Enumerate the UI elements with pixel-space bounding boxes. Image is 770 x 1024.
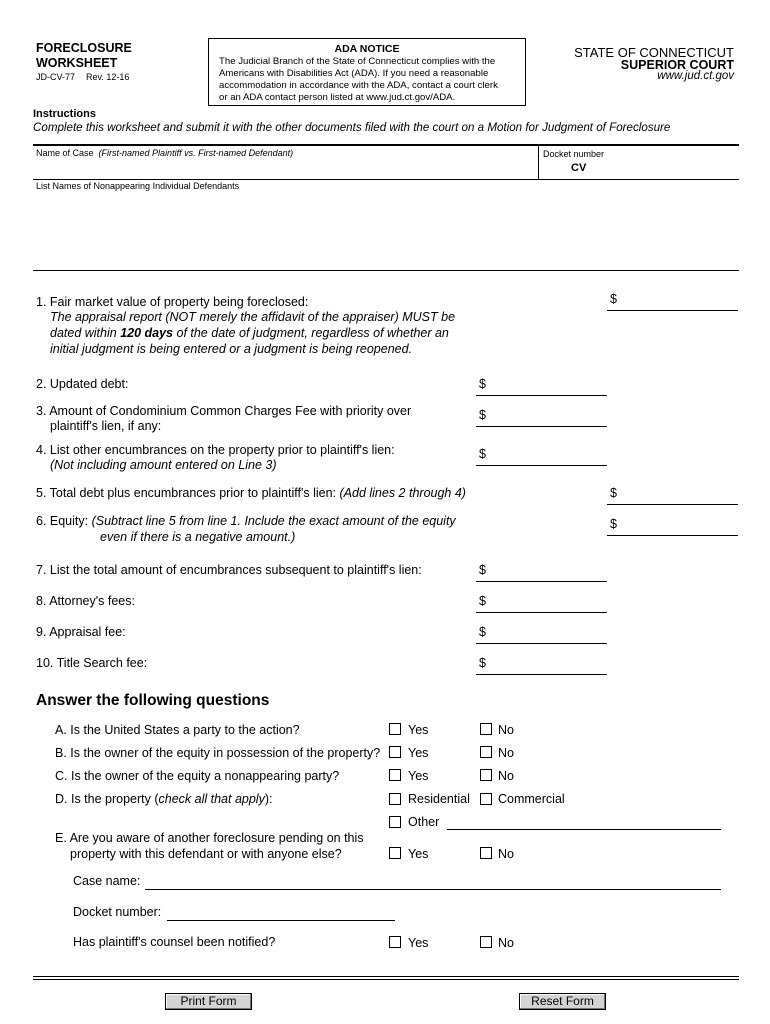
line6-label: 6. Equity: (Subtract line 5 from line 1. Include the exact amount of the equity (36, 514, 456, 528)
question-d-residential-label: Residential (408, 792, 470, 806)
docket-number-q-field[interactable] (170, 904, 394, 919)
line8-label: 8. Attorney's fees: (36, 594, 135, 608)
line4-amount-field[interactable] (490, 447, 606, 463)
question-b-no-checkbox[interactable] (480, 746, 492, 758)
line10-label: 10. Title Search fee: (36, 656, 148, 670)
line4-underline (476, 465, 607, 466)
line6-underline (607, 535, 738, 536)
question-c: C. Is the owner of the equity a nonappearing party? (55, 769, 340, 783)
line2-underline (476, 395, 607, 396)
line2-amount-field[interactable] (490, 377, 606, 393)
notified-no-label: No (498, 936, 514, 950)
line7-underline (476, 581, 607, 582)
line1-dollar: $ (610, 292, 617, 306)
case-box-bottom (33, 270, 739, 271)
case-name-q-label: Case name: (73, 874, 141, 888)
question-a-yes-label: Yes (408, 723, 429, 737)
notified-yes-label: Yes (408, 936, 429, 950)
question-b-yes-checkbox[interactable] (389, 746, 401, 758)
line4-dollar: $ (479, 447, 486, 461)
line5-amount-field[interactable] (620, 486, 738, 502)
question-c-no-checkbox[interactable] (480, 769, 492, 781)
ada-line4: or an ADA contact person listed at www.jud.ct.gov/ADA. (219, 92, 456, 103)
question-e-no-checkbox[interactable] (480, 847, 492, 859)
state-name: STATE OF CONNECTICUT (574, 45, 734, 60)
question-c-yes-label: Yes (408, 769, 429, 783)
question-b-yes-label: Yes (408, 746, 429, 760)
print-form-button[interactable]: Print Form (165, 993, 252, 1010)
line1-underline (607, 310, 738, 311)
line8-dollar: $ (479, 594, 486, 608)
docket-number-q-underline (167, 920, 395, 921)
line5-label: 5. Total debt plus encumbrances prior to plaintiff's lien: (Add lines 2 through 4) (36, 486, 466, 500)
line6-dollar: $ (610, 517, 617, 531)
line3-dollar: $ (479, 408, 486, 422)
line4-label: 4. List other encumbrances on the property prior to plaintiff's lien: (36, 443, 395, 457)
question-d-commercial-checkbox[interactable] (480, 793, 492, 805)
form-title-line2: WORKSHEET (36, 56, 118, 70)
line8-amount-field[interactable] (490, 594, 606, 610)
line7-amount-field[interactable] (490, 563, 606, 579)
line10-underline (476, 674, 607, 675)
line8-underline (476, 612, 607, 613)
case-name-field[interactable] (36, 158, 532, 178)
line9-label: 9. Appraisal fee: (36, 625, 126, 639)
questions-heading: Answer the following questions (36, 692, 270, 709)
ada-line3: accommodation in accordance with the ADA, contact a court clerk (219, 80, 498, 91)
nonappearing-field[interactable] (36, 193, 736, 269)
case-box-divider (538, 145, 539, 179)
ada-line1: The Judicial Branch of the State of Connecticut complies with the (219, 56, 496, 67)
case-name-q-underline (145, 889, 721, 890)
question-e-line2: property with this defendant or with anyone else? (70, 847, 342, 861)
line9-underline (476, 643, 607, 644)
question-a-no-label: No (498, 723, 514, 737)
line4-note: (Not including amount entered on Line 3) (50, 458, 277, 472)
line1-note-c: initial judgment is being entered or a judgment is being reopened. (50, 342, 413, 356)
notified-q-label: Has plaintiff's counsel been notified? (73, 935, 276, 949)
question-e-no-label: No (498, 847, 514, 861)
question-e-yes-label: Yes (408, 847, 429, 861)
question-d: D. Is the property (check all that apply): (55, 792, 273, 806)
court-name: SUPERIOR COURT (620, 58, 734, 72)
line6-amount-field[interactable] (620, 517, 738, 533)
case-box-row-line (33, 179, 739, 180)
line3-label: 3. Amount of Condominium Common Charges Fee with priority over (36, 404, 412, 418)
line3-amount-field[interactable] (490, 408, 606, 424)
form-id: JD-CV-77 (36, 72, 76, 82)
line3-label-b: plaintiff's lien, if any: (50, 419, 162, 433)
question-d-residential-checkbox[interactable] (389, 793, 401, 805)
question-c-no-label: No (498, 769, 514, 783)
ada-title: ADA NOTICE (334, 43, 400, 55)
question-b-no-label: No (498, 746, 514, 760)
question-b: B. Is the owner of the equity in possession of the property? (55, 746, 381, 760)
line7-dollar: $ (479, 563, 486, 577)
docket-label: Docket number (543, 149, 605, 159)
case-name-label: Name of Case (First-named Plaintiff vs. First-named Defendant) (36, 148, 294, 158)
line9-dollar: $ (479, 625, 486, 639)
question-d-other-label: Other (408, 815, 440, 829)
line2-label: 2. Updated debt: (36, 377, 129, 391)
question-a-yes-checkbox[interactable] (389, 723, 401, 735)
line5-dollar: $ (610, 486, 617, 500)
line7-label: 7. List the total amount of encumbrances subsequent to plaintiff's lien: (36, 563, 422, 577)
ada-line2: Americans with Disabilities Act (ADA). If you need a reasonable (219, 68, 489, 79)
line6-note: even if there is a negative amount.) (100, 530, 296, 544)
line1-label: 1. Fair market value of property being foreclosed: (36, 295, 309, 309)
instructions-heading: Instructions (33, 108, 96, 120)
question-d-other-underline (447, 829, 721, 830)
nonappearing-label: List Names of Nonappearing Individual Defendants (36, 181, 240, 191)
docket-number-q-label: Docket number: (73, 905, 162, 919)
reset-form-button[interactable]: Reset Form (519, 993, 606, 1010)
question-d-other-field[interactable] (450, 814, 720, 829)
footer-rule-bottom (33, 979, 739, 980)
question-c-yes-checkbox[interactable] (389, 769, 401, 781)
question-e-yes-checkbox[interactable] (389, 847, 401, 859)
notified-no-checkbox[interactable] (480, 936, 492, 948)
question-a: A. Is the United States a party to the action? (55, 723, 300, 737)
ada-notice-box (208, 38, 526, 106)
form-revision: Rev. 12-16 (86, 72, 130, 82)
court-website[interactable]: www.jud.ct.gov (657, 70, 734, 82)
line3-underline (476, 426, 607, 427)
instructions-text: Complete this worksheet and submit it with the other documents filed with the court on a Motion for Judgment of Foreclosure (33, 121, 671, 134)
line5-underline (607, 504, 738, 505)
question-a-no-checkbox[interactable] (480, 723, 492, 735)
question-d-other-checkbox[interactable] (389, 816, 401, 828)
line2-dollar: $ (479, 377, 486, 391)
line1-amount-field[interactable] (620, 292, 738, 308)
footer-rule-top (33, 976, 739, 977)
question-d-commercial-label: Commercial (498, 792, 565, 806)
question-e-line1: E. Are you aware of another foreclosure pending on this (55, 831, 364, 845)
line9-amount-field[interactable] (490, 625, 606, 641)
line10-dollar: $ (479, 656, 486, 670)
notified-yes-checkbox[interactable] (389, 936, 401, 948)
line1-note-b: dated within 120 days of the date of judgment, regardless of whether an (50, 326, 449, 340)
form-title-line1: FORECLOSURE (36, 41, 132, 55)
docket-prefix[interactable]: CV (571, 162, 587, 174)
line1-note-a: The appraisal report (NOT merely the affidavit of the appraiser) MUST be (50, 310, 456, 324)
case-name-q-field[interactable] (148, 873, 720, 888)
line10-amount-field[interactable] (490, 656, 606, 672)
case-box-top (33, 144, 739, 146)
